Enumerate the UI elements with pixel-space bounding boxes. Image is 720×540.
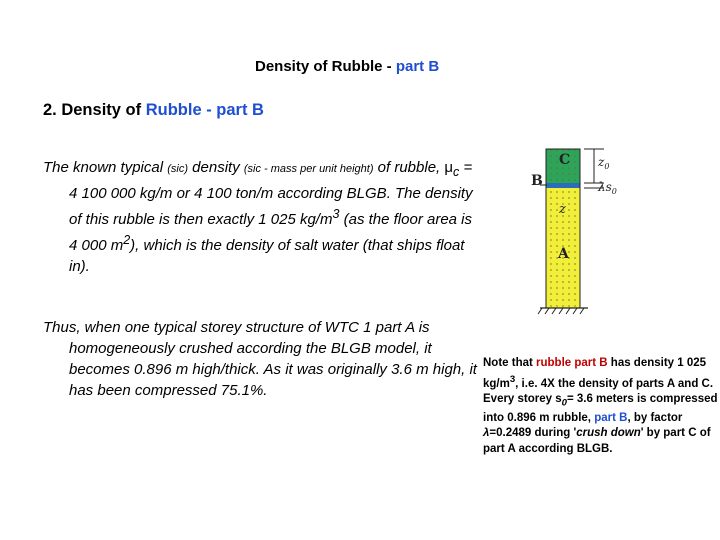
note-red-text: rubble part B <box>536 357 608 369</box>
note-text-7: ' by part C of part A according BLGB. <box>483 427 711 455</box>
label-lambda-s0: $\lambda s_0$ <box>598 180 617 196</box>
label-z: z <box>559 202 566 217</box>
note-s-subscript: 0 <box>561 397 567 409</box>
p1-superscript-3: 3 <box>332 207 340 221</box>
note-crush-down: crush down <box>576 427 641 440</box>
rubble-column-figure <box>500 135 640 335</box>
paragraph-density <box>43 157 481 277</box>
note-text-4: = 3.6 meters is compressed into 0.896 m rubble, <box>483 392 718 424</box>
p1-superscript-2: 2 <box>123 233 131 247</box>
p1-text-6: ), which is the density of salt water (that ships float in). <box>69 237 465 275</box>
section-title-part: - part B <box>201 101 264 119</box>
part-b-band <box>546 183 580 188</box>
p1-text-3: of rubble, <box>373 159 445 176</box>
section-title-prefix: 2. Density of <box>43 101 146 119</box>
section-title-rubble: Rubble <box>145 101 202 119</box>
p1-text-4: = 4 100 000 kg/m or 4 100 ton/m according BLGB. The density of this rubble is then exactly 1 025 kg/m <box>69 159 473 228</box>
label-a: A <box>558 246 569 262</box>
p1-sic-2: (sic - mass per unit height) <box>243 163 374 175</box>
p1-sic-1: (sic) <box>167 163 189 175</box>
section-title <box>43 101 264 120</box>
note-lambda: λ <box>483 427 490 440</box>
p1-text-1: The known typical <box>43 159 168 176</box>
note-text-1: Note that <box>483 357 537 369</box>
paragraph-compression: Thus, when one typical storey structure of WTC 1 part A is homogeneously crushed according the BLGB model, it becomes 0.896 m high/thick. As it was originally 3.6 m high, it has been compressed 75.1%. <box>43 319 477 399</box>
label-z0: $z_0$ <box>598 155 610 171</box>
mu-subscript: c <box>453 165 460 179</box>
title-part: part B <box>395 58 440 75</box>
note-text-3: , i.e. 4X the density of parts A and C. Every storey s <box>483 377 714 405</box>
ground-hatch <box>538 308 584 314</box>
note-text-2: has density 1 025 kg/m <box>483 357 707 390</box>
label-b: B <box>531 173 543 189</box>
figure-note <box>483 356 720 457</box>
note-blue-text: part B <box>594 411 628 424</box>
label-c: C <box>559 152 571 168</box>
note-text-5: , by factor <box>627 411 683 424</box>
p1-text-2: density <box>188 159 244 176</box>
page-title <box>255 58 439 75</box>
note-text-6: =0.2489 during ' <box>489 427 577 440</box>
mu-symbol: μ <box>444 159 454 176</box>
note-superscript-3: 3 <box>509 373 516 385</box>
title-main: Density of Rubble - <box>255 58 396 75</box>
p1-text-5: (as the floor area is 4 000 m <box>69 211 472 254</box>
